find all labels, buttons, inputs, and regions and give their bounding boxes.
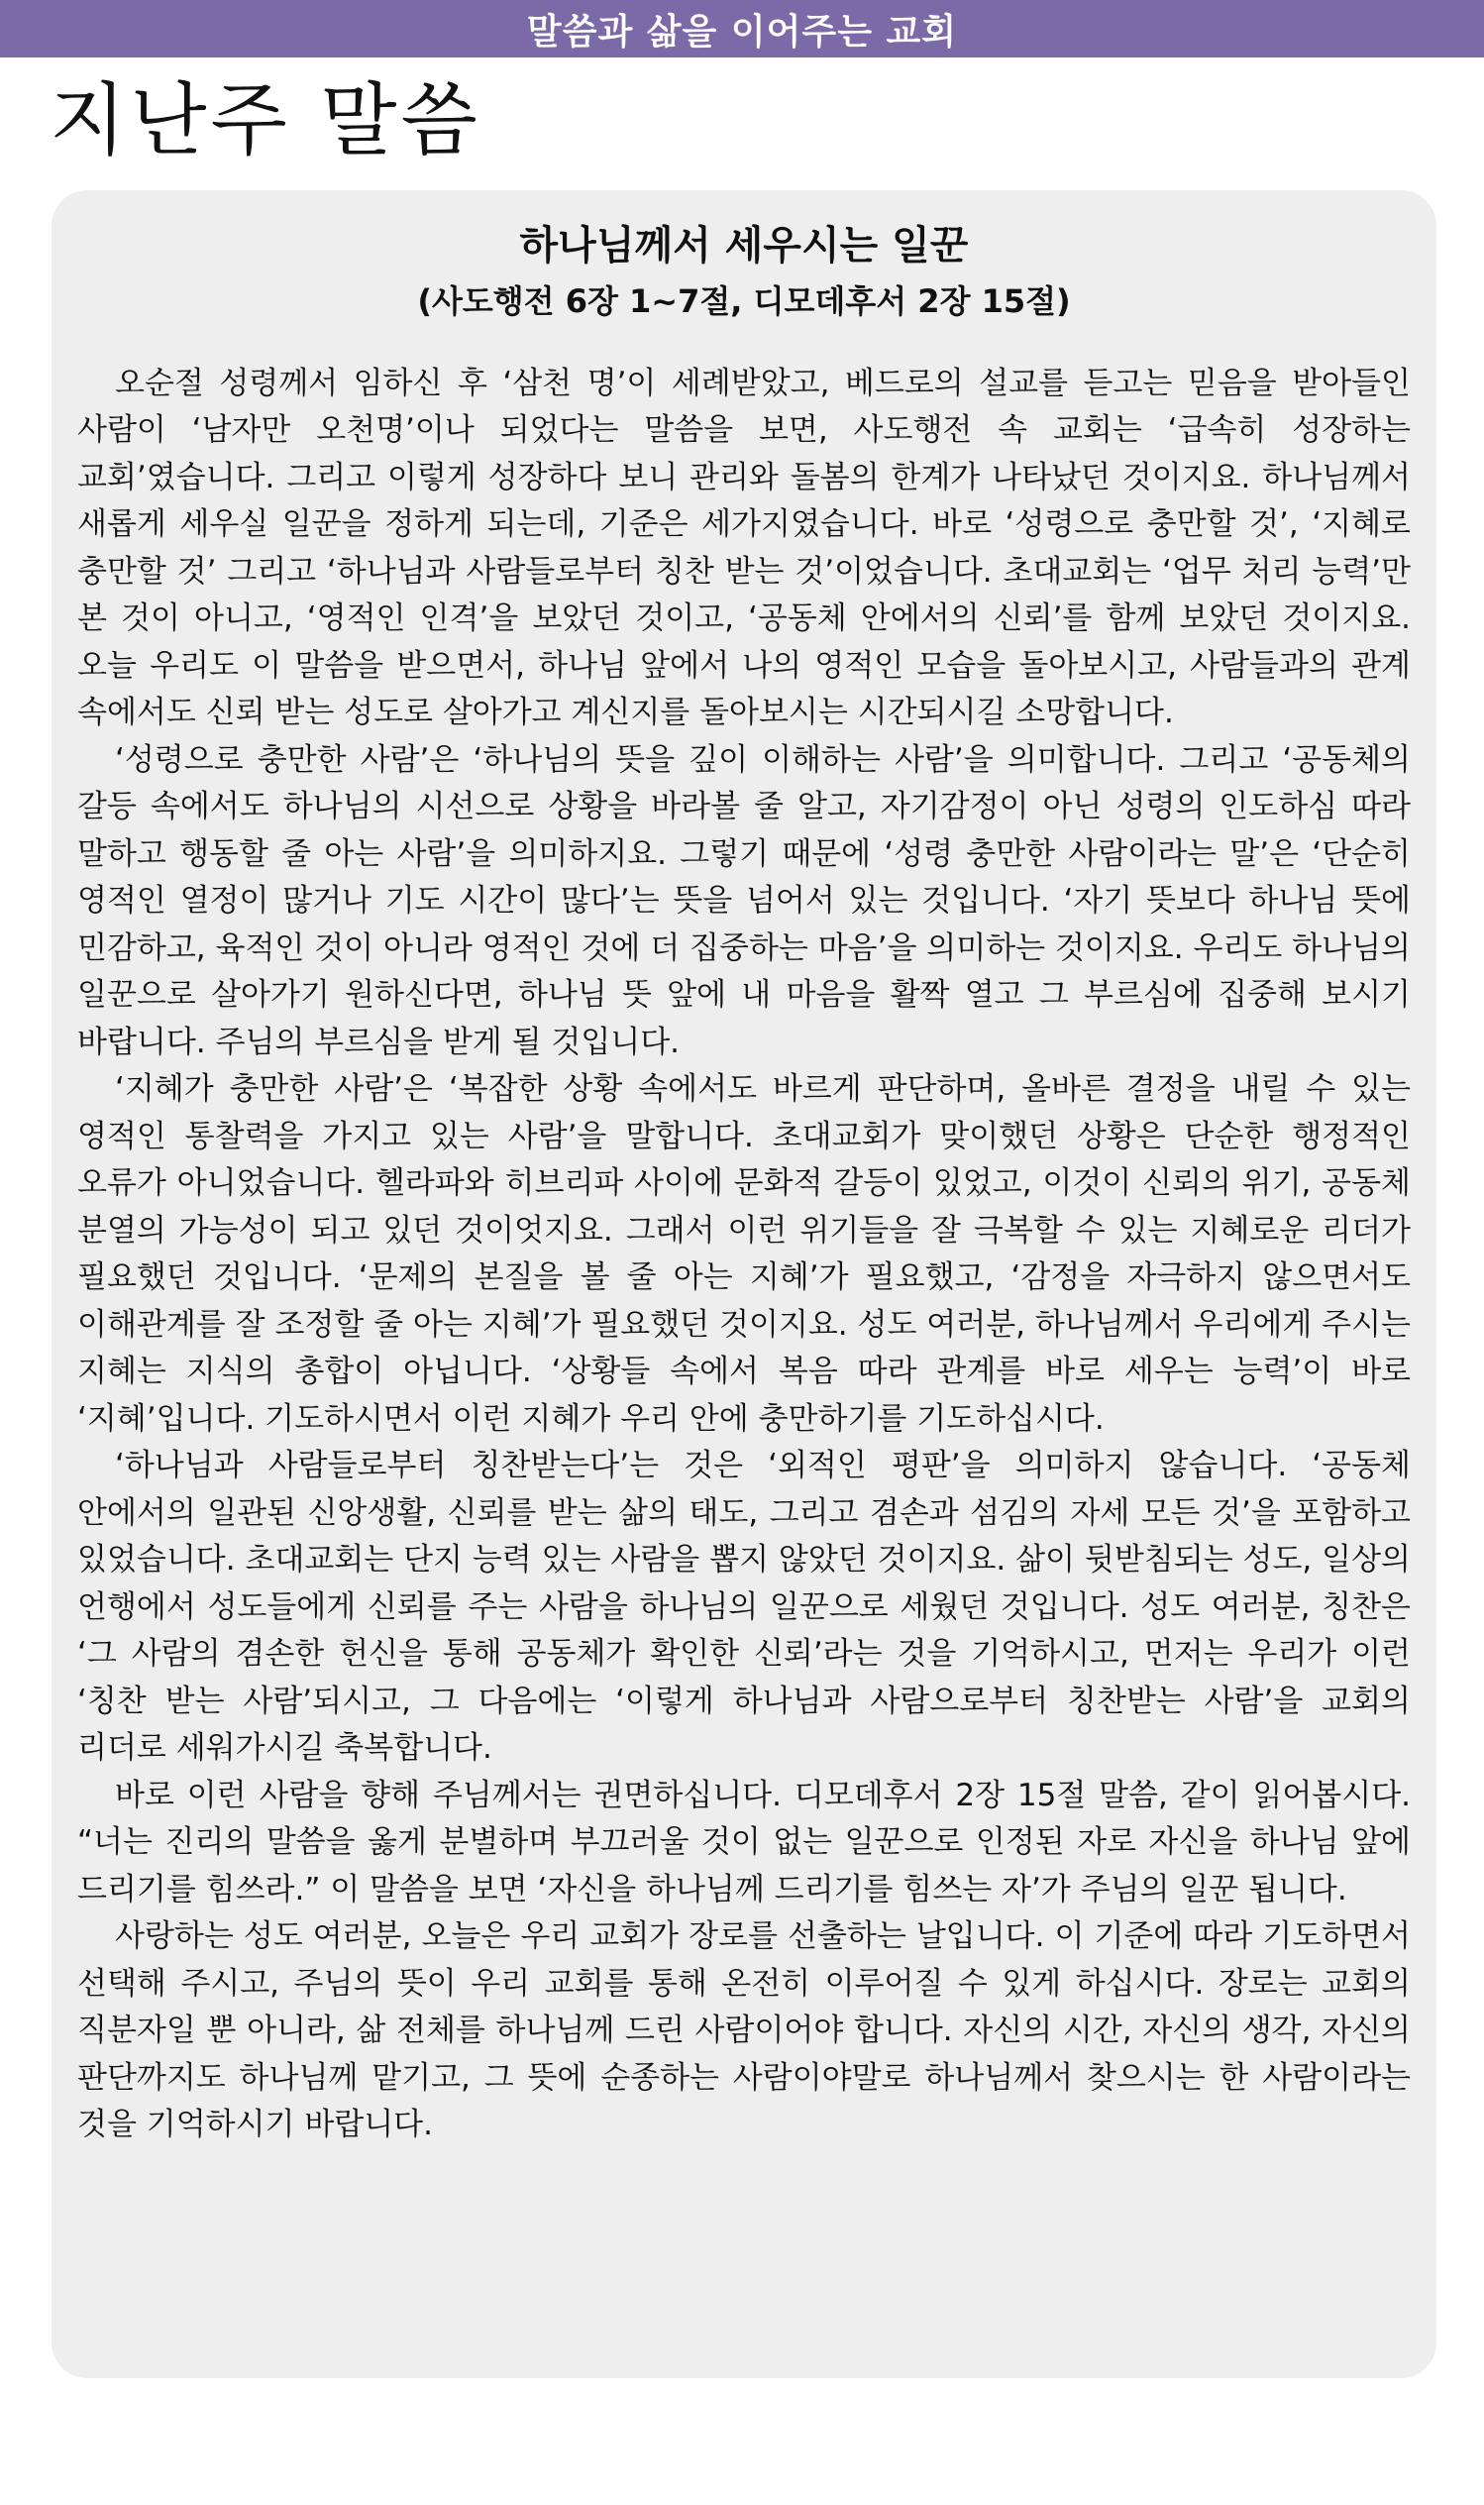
banner-title: 말씀과 삶을 이어주는 교회: [526, 11, 958, 53]
top-banner: [0, 0, 1484, 57]
page-heading: 지난주 말씀: [50, 74, 481, 166]
paragraph-3: ‘지혜가 충만한 사람’은 ‘복잡한 상황 속에서도 바르게 판단하며, 올바른 결정을 내릴 수 있는 영적인 통찰력을 가지고 있는 사람’을 말합니다. 초대교회가 맞이했던 상황은 단순한 행정적인 오류가 아니었습니다. 헬라파와 히브리파 사이에 문화적 갈등이 있었고, 이것이 신뢰의 위기, 공동체 분열의 가능성이 되고 있던 것이엇지요. 그래서 이런 위기들을 잘 극복할 수 있는 지혜로운 리더가 필요했던 것입니다. ‘문제의 본질을 볼 줄 아는 지혜’가 필요했고, ‘감정을 자극하지 않으면서도 이해관계를 잘 조정할 줄 아는 지혜’가 필요했던 것이지요. 성도 여러분, 하나님께서 우리에게 주시는 지혜는 지식의 총합이 아닙니다. ‘상황들 속에서 복음 따라 관계를 바로 세우는 능력’이 바로 ‘지혜’입니다. 기도하시면서 이런 지혜가 우리 안에 충만하기를 기도하십시다.: [77, 1071, 1411, 1437]
paragraph-1: 오순절 성령께서 임하신 후 ‘삼천 명’이 세례받았고, 베드로의 설교를 듣고는 믿음을 받아들인 사람이 ‘남자만 오천명’이나 되었다는 말씀을 보면, 사도행전 속 교회는 ‘급속히 성장하는 교회’였습니다. 그리고 이렇게 성장하다 보니 관리와 돌봄의 한계가 나타났던 것이지요. 하나님께서 새롭게 세우실 일꾼을 정하게 되는데, 기준은 세가지였습니다. 바로 ‘성령으로 충만할 것’, ‘지혜로 충만할 것’ 그리고 ‘하나님과 사람들로부터 칭찬 받는 것’이었습니다. 초대교회는 ‘업무 처리 능력’만 본 것이 아니고, ‘영적인 인격’을 보았던 것이고, ‘공동체 안에서의 신뢰’를 함께 보았던 것이지요. 오늘 우리도 이 말씀을 받으면서, 하나님 앞에서 나의 영적인 모습을 돌아보시고, 사람들과의 관계 속에서도 신뢰 받는 성도로 살아가고 계신지를 돌아보시는 시간되시길 소망합니다.: [77, 365, 1411, 731]
sermon-body: [77, 361, 1411, 2149]
paragraph-5: 바로 이런 사람을 향해 주님께서는 권면하십니다. 디모데후서 2장 15절 말씀, 같이 읽어봅시다. “너는 진리의 말씀을 옳게 분별하며 부끄러울 것이 없는 일꾼으로 인정된 자로 자신을 하나님 앞에 드리기를 힘쓰라.” 이 말씀을 보면 ‘자신을 하나님께 드리기를 힘쓰는 자’가 주님의 일꾼 됩니다.: [77, 1777, 1411, 1907]
sermon-box: [52, 190, 1436, 2378]
paragraph-2: ‘성령으로 충만한 사람’은 ‘하나님의 뜻을 깊이 이해하는 사람’을 의미합니다. 그리고 ‘공동체의 갈등 속에서도 하나님의 시선으로 상황을 바라볼 줄 알고, 자기감정이 아닌 성령의 인도하심 따라 말하고 행동할 줄 아는 사람’을 의미하지요. 그렇기 때문에 ‘성령 충만한 사람이라는 말’은 ‘단순히 영적인 열정이 많거나 기도 시간이 많다’는 뜻을 넘어서 있는 것입니다. ‘자기 뜻보다 하나님 뜻에 민감하고, 육적인 것이 아니라 영적인 것에 더 집중하는 마음’을 의미하는 것이지요. 우리도 하나님의 일꾼으로 살아가기 원하신다면, 하나님 뜻 앞에 내 마음을 활짝 열고 그 부르심에 집중해 보시기 바랍니다. 주님의 부르심을 받게 될 것입니다.: [77, 741, 1411, 1060]
paragraph-4: ‘하나님과 사람들로부터 칭찬받는다’는 것은 ‘외적인 평판’을 의미하지 않습니다. ‘공동체 안에서의 일관된 신앙생활, 신뢰를 받는 삶의 태도, 그리고 겸손과 섬김의 자세 모든 것’을 포함하고 있었습니다. 초대교회는 단지 능력 있는 사람을 뽑지 않았던 것이지요. 삶이 뒷받침되는 성도, 일상의 언행에서 성도들에게 신뢰를 주는 사람을 하나님의 일꾼으로 세웠던 것입니다. 성도 여러분, 칭찬은 ‘그 사람의 겸손한 헌신을 통해 공동체가 확인한 신뢰’라는 것을 기억하시고, 먼저는 우리가 이런 ‘칭찬 받는 사람’되시고, 그 다음에는 ‘이렇게 하나님과 사람으로부터 칭찬받는 사람’을 교회의 리더로 세워가시길 축복합니다.: [77, 1448, 1411, 1767]
paragraph-6: 사랑하는 성도 여러분, 오늘은 우리 교회가 장로를 선출하는 날입니다. 이 기준에 따라 기도하면서 선택해 주시고, 주님의 뜻이 우리 교회를 통해 온전히 이루어질 수 있게 하십시다. 장로는 교회의 직분자일 뿐 아니라, 삶 전체를 하나님께 드린 사람이어야 합니다. 자신의 시간, 자신의 생각, 자신의 판단까지도 하나님께 맡기고, 그 뜻에 순종하는 사람이야말로 하나님께서 찾으시는 한 사람이라는 것을 기억하시기 바랍니다.: [77, 1918, 1411, 2143]
sermon-title: 하나님께서 세우시는 일꾼: [519, 223, 969, 269]
scripture-reference: (사도행전 6장 1~7절, 디모데후서 2장 15절): [417, 282, 1071, 320]
